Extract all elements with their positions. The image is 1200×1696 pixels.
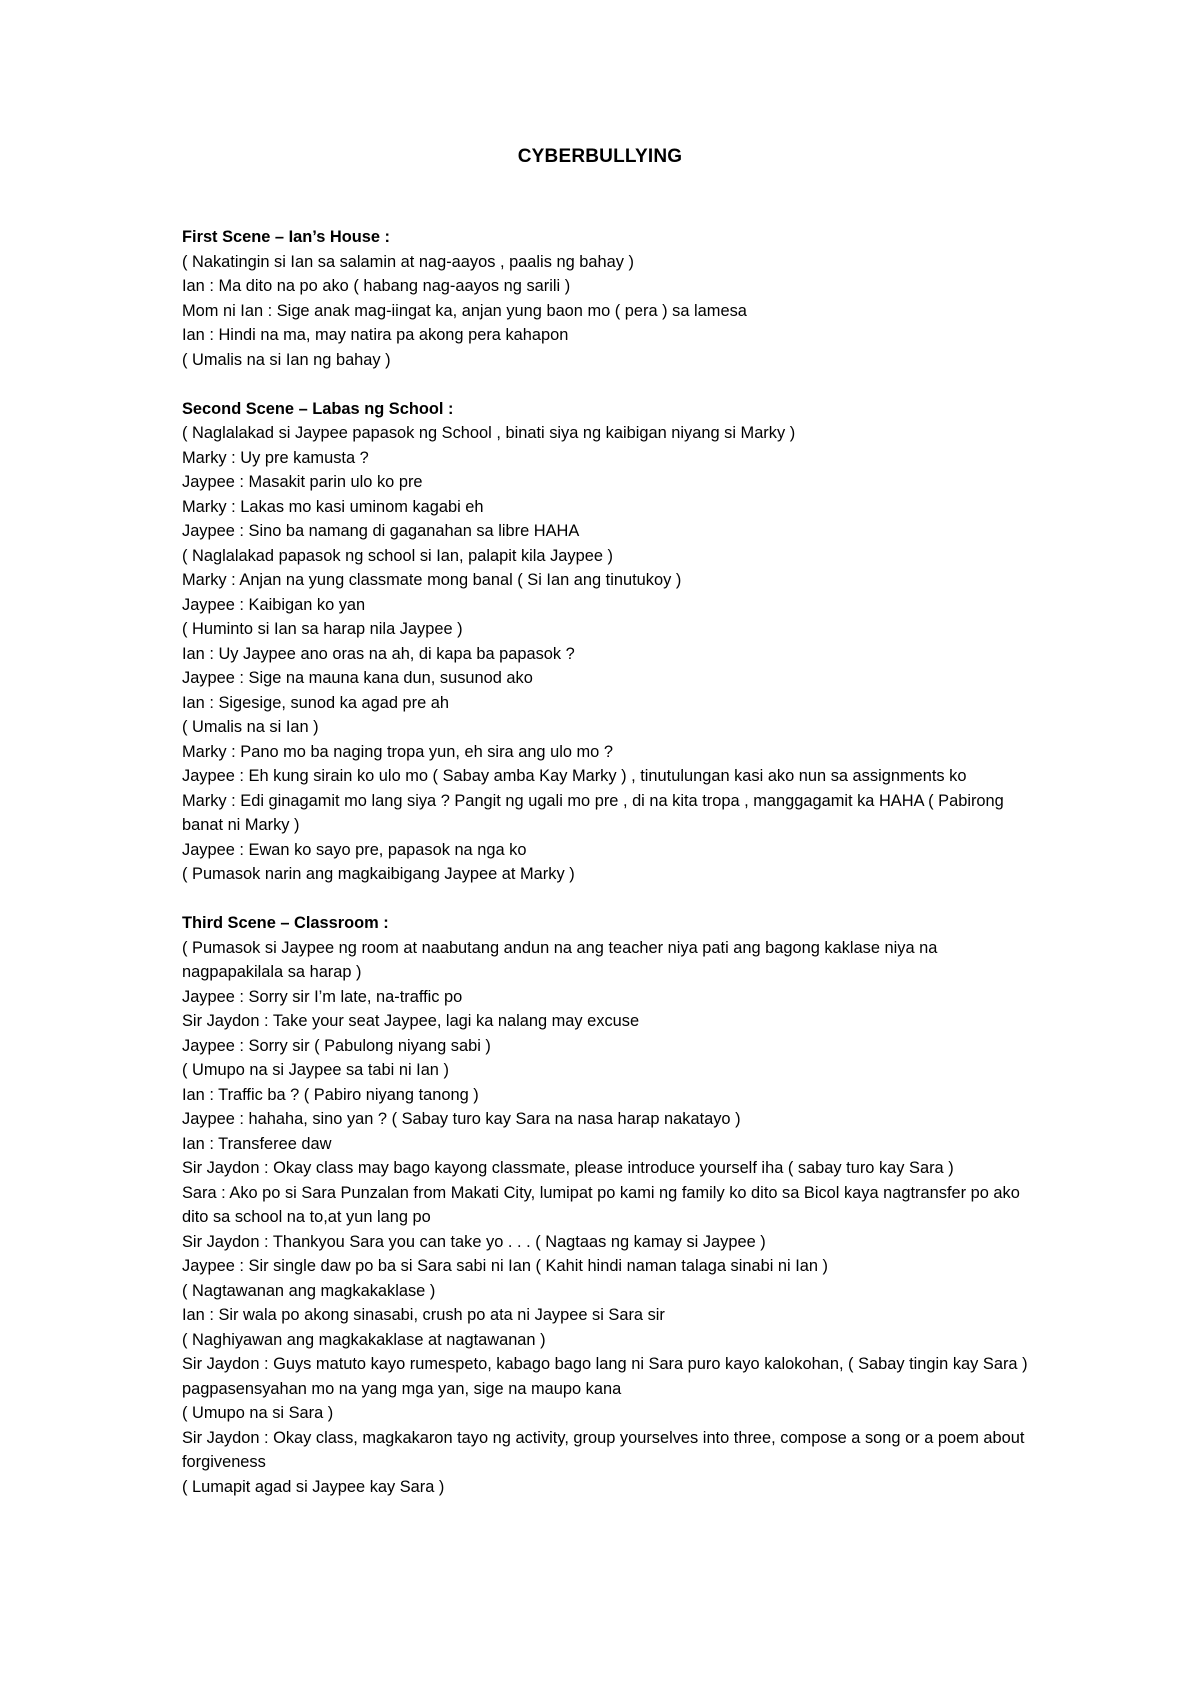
- stage-direction: [182, 1058, 1032, 1083]
- line-text: Sigesige, sunod ka agad pre ah: [213, 693, 450, 712]
- speaker-name: Jaypee :: [182, 987, 244, 1006]
- speaker-name: Sir Jaydon :: [182, 1355, 269, 1373]
- dialogue-line: [182, 789, 1032, 838]
- dialogue-line: [182, 1352, 1032, 1401]
- speaker-name: Marky :: [182, 497, 236, 516]
- stage-direction: [182, 936, 1032, 985]
- speaker-name: Sir Jaydon :: [182, 1159, 269, 1177]
- line-text: ( Lumapit agad si Jaypee kay Sara ): [182, 1477, 445, 1496]
- line-text: ( Huminto si Ian sa harap nila Jaypee ): [182, 620, 463, 638]
- speaker-name: Marky :: [182, 571, 236, 589]
- speaker-name: Ian :: [182, 1306, 214, 1324]
- line-text: Kaibigan ko yan: [243, 595, 366, 614]
- stage-direction: [182, 544, 1032, 569]
- stage-direction: [182, 1475, 1032, 1500]
- dialogue-line: [182, 1303, 1032, 1328]
- line-text: ( Pumasok si Jaypee ng room at naabutang andun na ang teacher niya pati ang bagong kaklase niya na nagpapakilala sa harap ): [182, 938, 938, 981]
- stage-direction: [182, 1279, 1032, 1304]
- speaker-name: Jaypee :: [182, 767, 244, 785]
- speaker-name: Ian :: [182, 644, 214, 663]
- line-text: Ma dito na po ako ( habang nag-aayos ng sarili ): [213, 277, 571, 295]
- scene-gap: [182, 887, 1032, 912]
- document-title: CYBERBULLYING: [517, 146, 683, 167]
- line-text: Take your seat Jaypee, lagi ka nalang may excuse: [268, 1012, 640, 1030]
- dialogue-line: [182, 593, 1032, 618]
- line-text: Uy pre kamusta ?: [235, 448, 369, 467]
- line-text: Sino ba namang di gaganahan sa libre HAHA: [243, 522, 580, 540]
- speaker-name: Ian :: [182, 326, 214, 344]
- line-text: ( Naglalakad si Jaypee papasok ng School , binati siya ng kaibigan niyang si Marky ): [182, 424, 796, 442]
- dialogue-line: [182, 1107, 1032, 1132]
- line-text: Sir wala po akong sinasabi, crush po ata ni Jaypee si Sara sir: [213, 1306, 665, 1324]
- line-text: Pano mo ba naging tropa yun, eh sira ang ulo mo ?: [235, 742, 613, 761]
- line-text: Thankyou Sara you can take yo . . . ( Nagtaas ng kamay si Jaypee ): [268, 1232, 766, 1251]
- line-text: Okay class, magkakaron tayo ng activity, group yourselves into three, compose a song or a poem about forgiveness: [182, 1428, 1025, 1471]
- line-text: Sige na mauna kana dun, susunod ako: [243, 669, 533, 687]
- dialogue-line: [182, 495, 1032, 520]
- speaker-name: Marky :: [182, 742, 236, 761]
- line-text: ( Umalis na si Ian ): [182, 718, 319, 736]
- stage-direction: [182, 715, 1032, 740]
- script-body: [182, 225, 1032, 1499]
- dialogue-line: [182, 1009, 1032, 1034]
- line-text: Uy Jaypee ano oras na ah, di kapa ba papasok ?: [213, 644, 575, 663]
- speaker-name: Marky :: [182, 791, 236, 810]
- speaker-name: Jaypee :: [182, 473, 244, 491]
- speaker-name: Jaypee :: [182, 1110, 244, 1128]
- dialogue-line: [182, 1132, 1032, 1157]
- line-text: Sorry sir ( Pabulong niyang sabi ): [243, 1036, 491, 1055]
- dialogue-line: [182, 299, 1032, 324]
- line-text: hahaha, sino yan ? ( Sabay turo kay Sara na nasa harap nakatayo ): [243, 1110, 741, 1128]
- line-text: Guys matuto kayo rumespeto, kabago bago lang ni Sara puro kayo kalokohan, ( Sabay tingin kay Sara ) pagpasensyahan mo na yang mga yan, sige na maupo kana: [182, 1355, 1028, 1398]
- dialogue-line: [182, 1254, 1032, 1279]
- speaker-name: Mom ni Ian :: [182, 301, 273, 320]
- speaker-name: Ian :: [182, 1085, 214, 1104]
- line-text: ( Nakatingin si Ian sa salamin at nag-aayos , paalis ng bahay ): [182, 252, 634, 271]
- line-text: Sige anak mag-iingat ka, anjan yung baon mo ( pera ) sa lamesa: [272, 301, 747, 320]
- dialogue-line: [182, 470, 1032, 495]
- dialogue-line: [182, 274, 1032, 299]
- dialogue-line: [182, 642, 1032, 667]
- dialogue-line: [182, 1156, 1032, 1181]
- speaker-name: Jaypee :: [182, 669, 244, 687]
- speaker-name: Jaypee :: [182, 840, 244, 859]
- dialogue-line: [182, 1230, 1032, 1255]
- speaker-name: Ian :: [182, 277, 214, 295]
- line-text: Ewan ko sayo pre, papasok na nga ko: [243, 840, 527, 859]
- stage-direction: [182, 1328, 1032, 1353]
- stage-direction: [182, 1401, 1032, 1426]
- dialogue-line: [182, 740, 1032, 765]
- line-text: Transferee daw: [213, 1134, 332, 1153]
- speaker-name: Ian :: [182, 1134, 214, 1153]
- line-text: ( Umupo na si Jaypee sa tabi ni Ian ): [182, 1061, 449, 1079]
- line-text: Anjan na yung classmate mong banal ( Si Ian ang tinutukoy ): [235, 571, 682, 589]
- line-text: Okay class may bago kayong classmate, please introduce yourself iha ( sabay turo kay Sara ): [268, 1159, 954, 1177]
- dialogue-line: [182, 519, 1032, 544]
- dialogue-line: [182, 838, 1032, 863]
- speaker-name: Sir Jaydon :: [182, 1012, 269, 1030]
- stage-direction: [182, 250, 1032, 275]
- speaker-name: Marky :: [182, 448, 236, 467]
- line-text: ( Pumasok narin ang magkaibigang Jaypee at Marky ): [182, 865, 575, 883]
- dialogue-line: [182, 985, 1032, 1010]
- speaker-name: Sara :: [182, 1183, 226, 1202]
- line-text: Masakit parin ulo ko pre: [243, 473, 423, 491]
- stage-direction: [182, 617, 1032, 642]
- dialogue-line: [182, 1034, 1032, 1059]
- line-text: Edi ginagamit mo lang siya ? Pangit ng ugali mo pre , di na kita tropa , manggagamit ka HAHA ( Pabirong banat ni Marky ): [182, 791, 1004, 834]
- line-text: ( Umalis na si Ian ng bahay ): [182, 350, 391, 369]
- line-text: ( Nagtawanan ang magkakaklase ): [182, 1281, 436, 1300]
- line-text: ( Naglalakad papasok ng school si Ian, palapit kila Jaypee ): [182, 546, 613, 565]
- speaker-name: Jaypee :: [182, 1257, 244, 1275]
- line-text: Traffic ba ? ( Pabiro niyang tanong ): [213, 1085, 479, 1104]
- scene-gap: [182, 372, 1032, 397]
- speaker-name: Sir Jaydon :: [182, 1232, 269, 1251]
- scene-heading: First Scene – Ian’s House :: [182, 228, 390, 246]
- dialogue-line: [182, 1083, 1032, 1108]
- speaker-name: Sir Jaydon :: [182, 1428, 269, 1447]
- dialogue-line: [182, 1426, 1032, 1475]
- line-text: Hindi na ma, may natira pa akong pera kahapon: [213, 326, 569, 344]
- dialogue-line: [182, 1181, 1032, 1230]
- dialogue-line: [182, 323, 1032, 348]
- stage-direction: [182, 862, 1032, 887]
- dialogue-line: [182, 568, 1032, 593]
- line-text: ( Umupo na si Sara ): [182, 1404, 334, 1422]
- line-text: Sorry sir I’m late, na-traffic po: [243, 987, 463, 1006]
- scene-heading: Third Scene – Classroom :: [182, 914, 389, 932]
- stage-direction: [182, 421, 1032, 446]
- speaker-name: Ian :: [182, 693, 214, 712]
- speaker-name: Jaypee :: [182, 1036, 244, 1055]
- speaker-name: Jaypee :: [182, 522, 244, 540]
- line-text: Ako po si Sara Punzalan from Makati City, lumipat po kami ng family ko dito sa Bicol kaya nagtransfer po ako dito sa school na to,at yun lang po: [182, 1183, 1020, 1226]
- stage-direction: [182, 348, 1032, 373]
- dialogue-line: [182, 666, 1032, 691]
- line-text: Sir single daw po ba si Sara sabi ni Ian ( Kahit hindi naman talaga sinabi ni Ian ): [243, 1257, 828, 1275]
- line-text: Eh kung sirain ko ulo mo ( Sabay amba Kay Marky ) , tinutulungan kasi ako nun sa assignments ko: [243, 767, 967, 785]
- speaker-name: Jaypee :: [182, 595, 244, 614]
- dialogue-line: [182, 764, 1032, 789]
- dialogue-line: [182, 446, 1032, 471]
- dialogue-line: [182, 691, 1032, 716]
- line-text: ( Naghiyawan ang magkakaklase at nagtawanan ): [182, 1330, 546, 1349]
- scene-heading: Second Scene – Labas ng School :: [182, 399, 454, 418]
- line-text: Lakas mo kasi uminom kagabi eh: [235, 497, 484, 516]
